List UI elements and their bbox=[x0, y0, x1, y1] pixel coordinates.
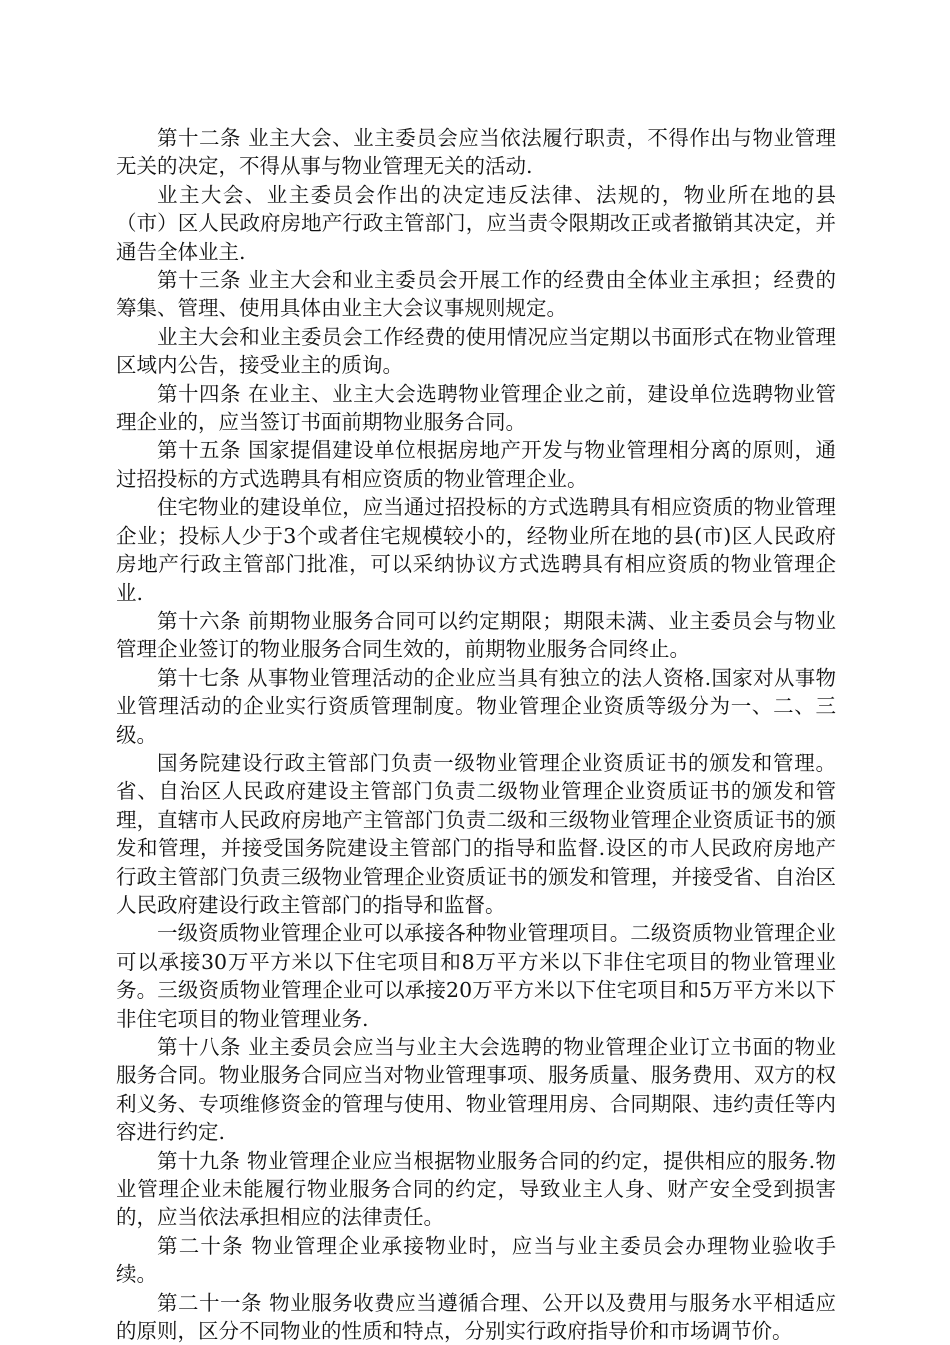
paragraph-article-13: 第十三条 业主大会和业主委员会开展工作的经费由全体业主承担；经费的筹集、管理、使用具体由业主大会议事规则规定。 bbox=[116, 268, 836, 321]
paragraph-article-13-clause-2: 业主大会和业主委员会工作经费的使用情况应当定期以书面形式在物业管理区域内公告，接受业主的质询。 bbox=[116, 324, 836, 378]
paragraph-article-16: 第十六条 前期物业服务合同可以约定期限；期限未满、业主委员会与物业管理企业签订的物业服务合同生效的，前期物业服务合同终止。 bbox=[116, 608, 836, 662]
paragraph-article-18: 第十八条 业主委员会应当与业主大会选聘的物业管理企业订立书面的物业服务合同。物业服务合同应当对物业管理事项、服务质量、服务费用、双方的权利义务、专项维修资金的管理与使用、物业管理用房、合同期限、违约责任等内容进行约定. bbox=[116, 1035, 836, 1145]
paragraph-article-12: 第十二条 业主大会、业主委员会应当依法履行职责，不得作出与物业管理无关的决定，不得从事与物业管理无关的活动. bbox=[116, 126, 836, 179]
paragraph-article-17-clause-2: 国务院建设行政主管部门负责一级物业管理企业资质证书的颁发和管理。省、自治区人民政府建设主管部门负责二级物业管理企业资质证书的颁发和管理，直辖市人民政府房地产主管部门负责二级和三级物业管理企业资质证书的颁发和管理，并接受国务院建设主管部门的指导和监督.设区的市人民政府房地产行政主管部门负责三级物业管理企业资质证书的颁发和管理，并接受省、自治区人民政府建设行政主管部门的指导和监督。 bbox=[116, 750, 836, 917]
paragraph-article-20: 第二十条 物业管理企业承接物业时，应当与业主委员会办理物业验收手续。 bbox=[116, 1233, 836, 1287]
paragraph-article-15: 第十五条 国家提倡建设单位根据房地产开发与物业管理相分离的原则，通过招投标的方式选聘具有相应资质的物业管理企业。 bbox=[116, 438, 836, 491]
paragraph-article-15-clause-2: 住宅物业的建设单位，应当通过招投标的方式选聘具有相应资质的物业管理企业；投标人少于3个或者住宅规模较小的，经物业所在地的县(市)区人民政府房地产行政主管部门批准，可以采纳协议方式选聘具有相应资质的物业管理企业. bbox=[116, 495, 836, 605]
paragraph-article-19: 第十九条 物业管理企业应当根据物业服务合同的约定，提供相应的服务.物业管理企业未能履行物业服务合同的约定，导致业主人身、财产安全受到损害的，应当依法承担相应的法律责任。 bbox=[116, 1148, 836, 1230]
paragraph-article-14: 第十四条 在业主、业主大会选聘物业管理企业之前，建设单位选聘物业管理企业的，应当签订书面前期物业服务合同。 bbox=[116, 381, 836, 435]
document-body bbox=[116, 124, 836, 1345]
paragraph-article-21: 第二十一条 物业服务收费应当遵循合理、公开以及费用与服务水平相适应的原则，区分不同物业的性质和特点，分别实行政府指导价和市场调节价。 bbox=[116, 1290, 836, 1344]
paragraph-article-17: 第十七条 从事物业管理活动的企业应当具有独立的法人资格.国家对从事物业管理活动的企业实行资质管理制度。物业管理企业资质等级分为一、二、三级。 bbox=[116, 665, 836, 747]
paragraph-article-17-clause-3: 一级资质物业管理企业可以承接各种物业管理项目。二级资质物业管理企业可以承接30万平方米以下住宅项目和8万平方米以下非住宅项目的物业管理业务。三级资质物业管理企业可以承接20万平方米以下住宅项目和5万平方米以下非住宅项目的物业管理业务. bbox=[116, 921, 836, 1031]
paragraph-article-12-clause-2: 业主大会、业主委员会作出的决定违反法律、法规的，物业所在地的县（市）区人民政府房地产行政主管部门，应当责令限期改正或者撤销其决定，并通告全体业主. bbox=[116, 182, 836, 264]
